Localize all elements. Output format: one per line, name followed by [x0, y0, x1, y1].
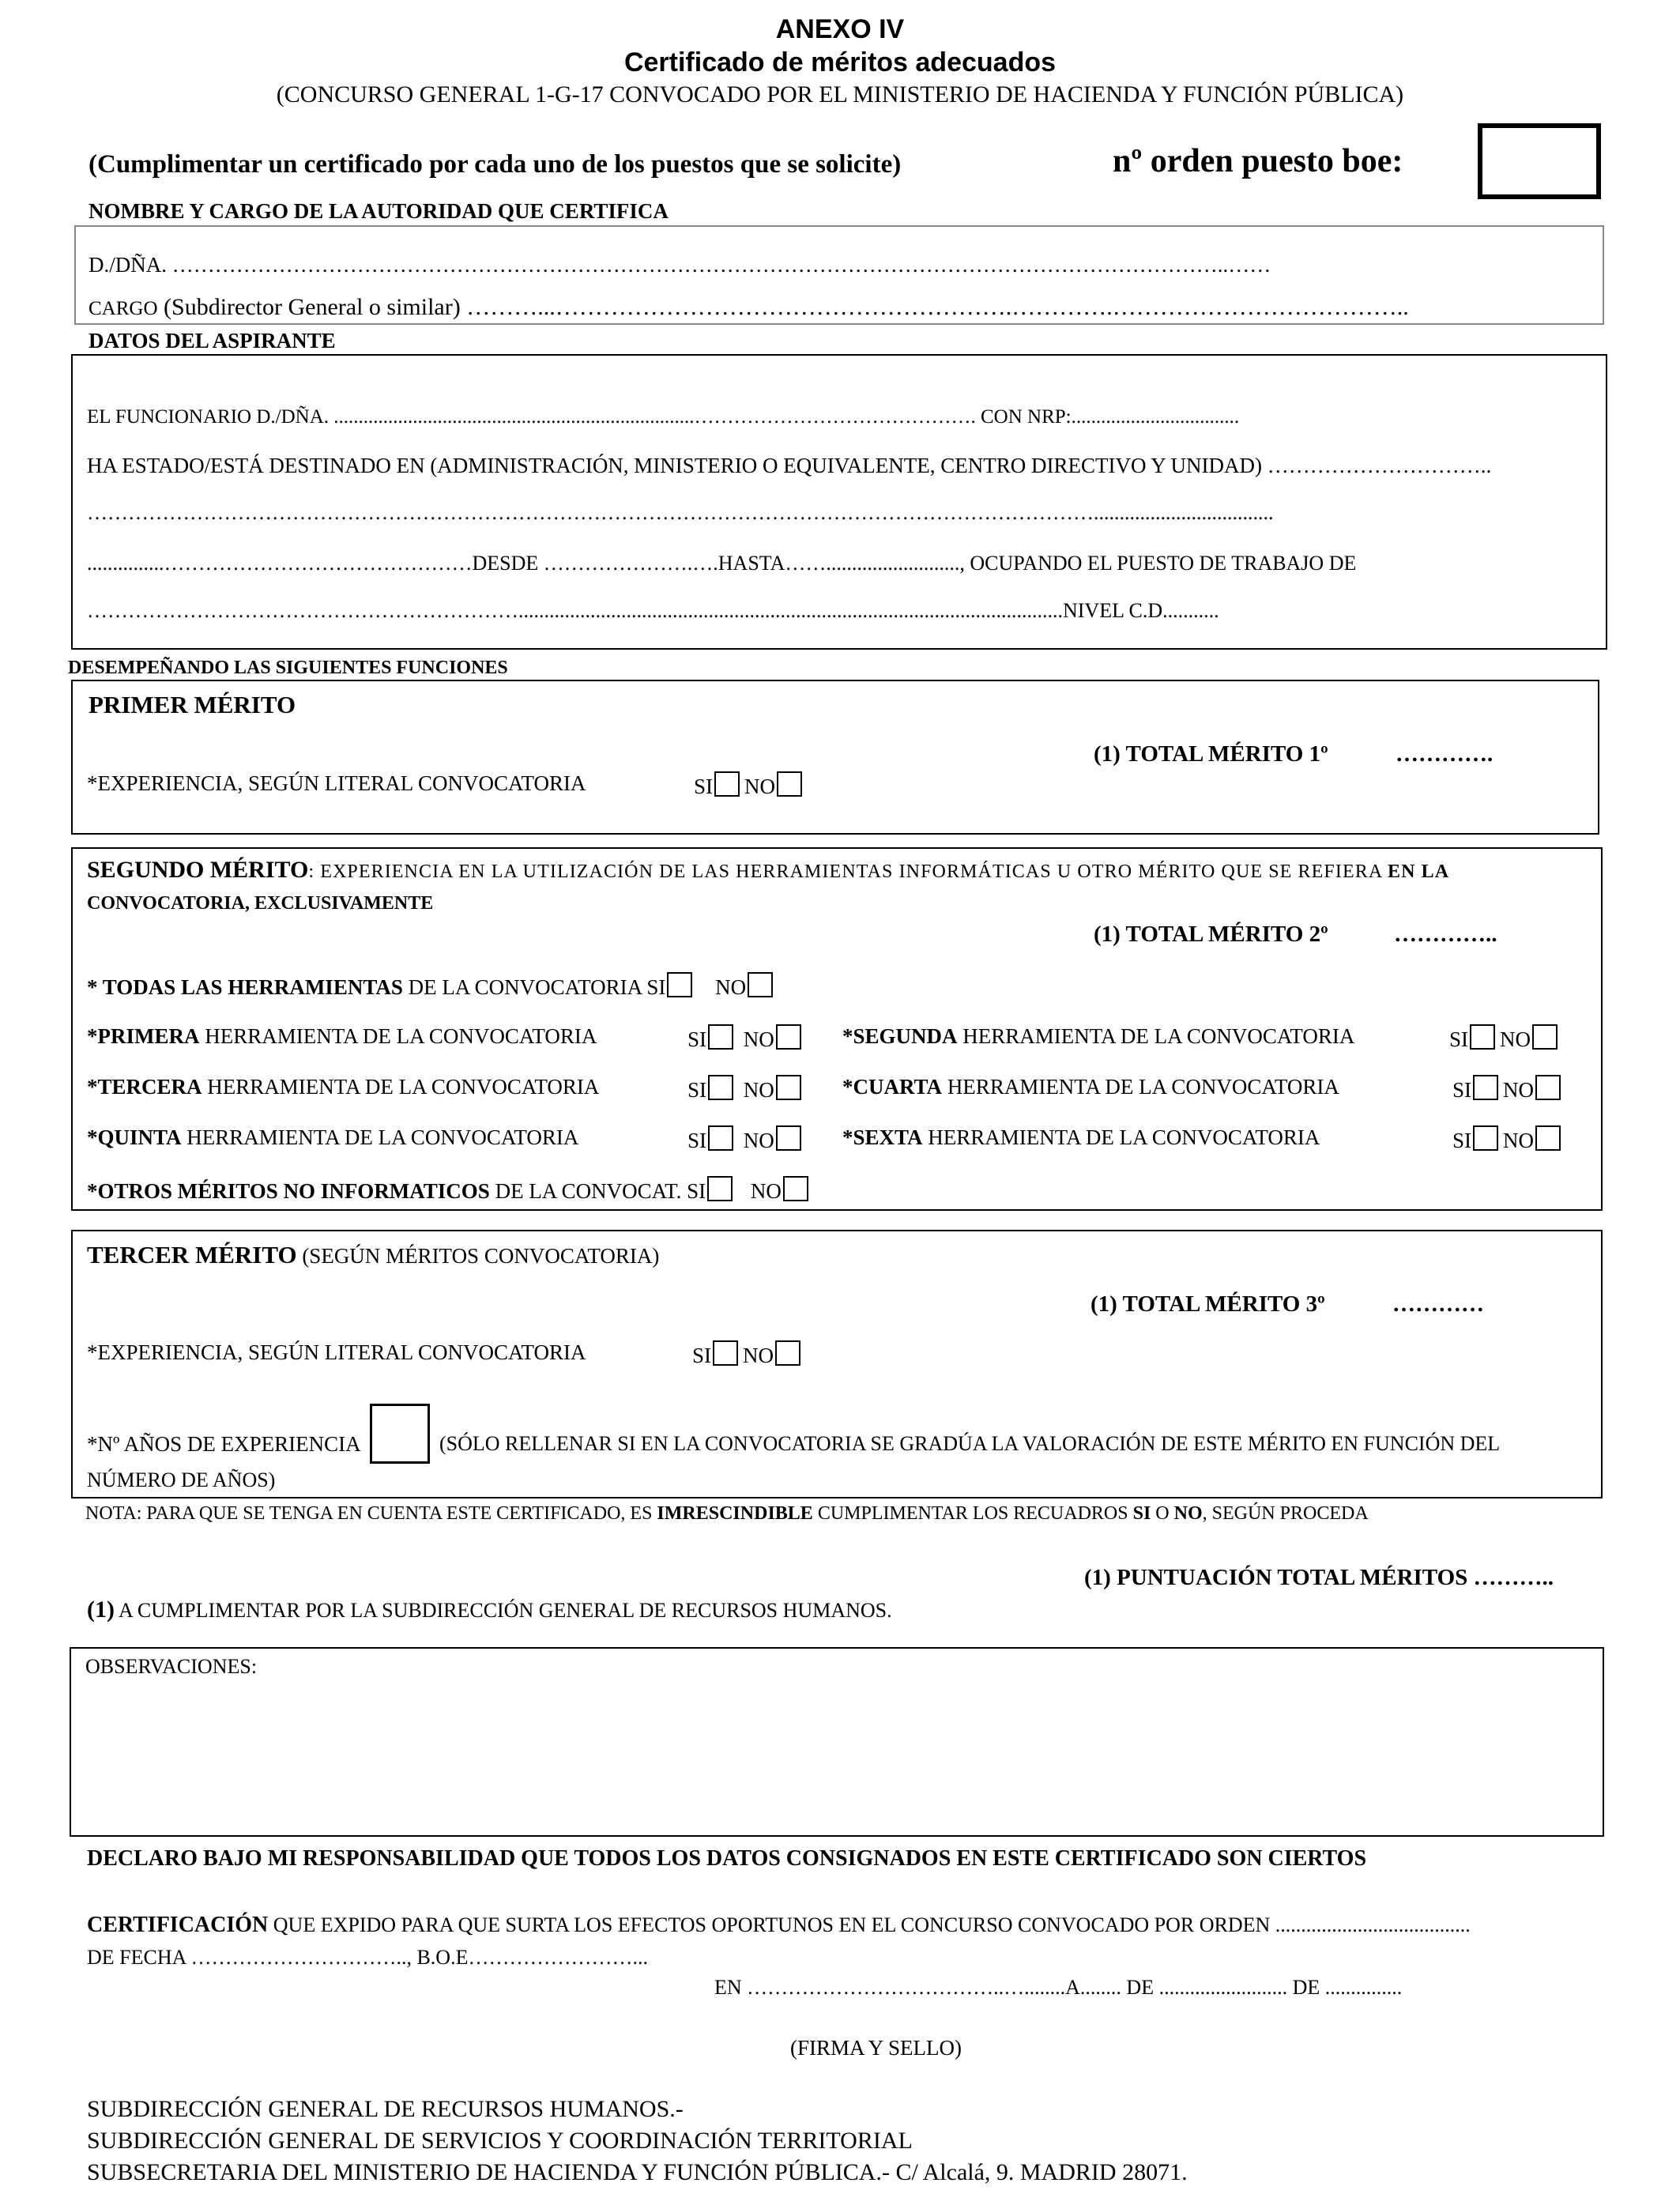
- total-score[interactable]: (1) PUNTUACIÓN TOTAL MÉRITOS ………..: [1084, 1565, 1554, 1590]
- note-d: SI: [1132, 1503, 1151, 1524]
- footnote-number: (1): [87, 1596, 115, 1623]
- tool-3-rest: HERRAMIENTA DE LA CONVOCATORIA: [202, 1075, 600, 1099]
- tool-1-name: *PRIMERA: [87, 1024, 200, 1048]
- document-title: Certificado de méritos adecuados: [623, 47, 1057, 77]
- tool-3-yes-checkbox[interactable]: [708, 1075, 733, 1100]
- certification-bold: CERTIFICACIÓN: [87, 1913, 269, 1937]
- merit3-experience-yesno: [692, 1340, 805, 1368]
- yes-label: SI: [1449, 1027, 1469, 1051]
- merit1-total-label: (1) TOTAL MÉRITO 1º: [1094, 741, 1328, 767]
- yes-label: SI: [1452, 1129, 1472, 1152]
- observations-box[interactable]: [70, 1647, 1604, 1837]
- tool-1-no-checkbox[interactable]: [776, 1024, 801, 1050]
- order-label: nº orden puesto boe:: [1113, 143, 1403, 179]
- note-a: NOTA: PARA QUE SE TENGA EN CUENTA ESTE CERTIFICADO, ES: [85, 1503, 657, 1524]
- cargo-label: CARGO: [89, 298, 158, 319]
- observations-label: OBSERVACIONES:: [85, 1655, 258, 1678]
- applicant-line-level[interactable]: ………………………………………………………..........................................................................................................NIVEL C.D...........: [87, 599, 1219, 622]
- note-g: , SEGÚN PROCEDA: [1202, 1503, 1369, 1524]
- tool-2-label: [842, 1024, 1354, 1049]
- tool-4-no-checkbox[interactable]: [1535, 1075, 1561, 1100]
- document-subtitle: (CONCURSO GENERAL 1-G-17 CONVOCADO POR EL MINISTERIO DE HACIENDA Y FUNCIÓN PÚBLICA): [276, 81, 1404, 107]
- other-merits-no-checkbox[interactable]: [783, 1176, 808, 1201]
- authority-name-line[interactable]: D./DÑA. …………………………………………………………………………………………………………………………………..……: [89, 253, 1271, 277]
- merit2-all-tools-row: [87, 972, 778, 1000]
- merit1-experience-yesno: [694, 771, 807, 799]
- merit1-experience-label: *EXPERIENCIA, SEGÚN LITERAL CONVOCATORIA: [87, 771, 586, 795]
- footer-line-1: SUBDIRECCIÓN GENERAL DE RECURSOS HUMANOS.-: [87, 2096, 684, 2122]
- all-tools-no-checkbox[interactable]: [748, 972, 773, 997]
- no-label: NO: [750, 1179, 782, 1203]
- merit1-experience-no-checkbox[interactable]: [777, 771, 802, 797]
- functions-heading: DESEMPEÑANDO LAS SIGUIENTES FUNCIONES: [68, 658, 508, 678]
- merit2-total-value[interactable]: …………..: [1394, 922, 1497, 947]
- merit2-desc-line2: CONVOCATORIA, EXCLUSIVAMENTE: [87, 893, 434, 914]
- footer-line-2: SUBDIRECCIÓN GENERAL DE SERVICIOS Y COORDINACIÓN TERRITORIAL: [87, 2128, 913, 2154]
- yes-label: SI: [692, 1344, 712, 1367]
- no-label: NO: [743, 1078, 774, 1102]
- tool-2-rest: HERRAMIENTA DE LA CONVOCATORIA: [957, 1024, 1355, 1048]
- no-label: NO: [743, 1027, 774, 1051]
- no-label: NO: [1500, 1027, 1531, 1051]
- tool-1-yesno: [687, 1024, 806, 1052]
- yes-label: SI: [1452, 1078, 1472, 1102]
- tool-5-rest: HERRAMIENTA DE LA CONVOCATORIA: [181, 1125, 579, 1149]
- yes-label: SI: [687, 1078, 707, 1102]
- years-note: (SÓLO RELLENAR SI EN LA CONVOCATORIA SE GRADÚA LA VALORACIÓN DE ESTE MÉRITO EN FUNCIÓN DEL: [439, 1432, 1501, 1455]
- all-tools-label: * TODAS LAS HERRAMIENTAS: [87, 975, 403, 999]
- no-label: NO: [1503, 1129, 1535, 1152]
- tool-2-yesno: [1449, 1024, 1562, 1052]
- no-label: NO: [744, 775, 776, 798]
- note-f: NO: [1173, 1503, 1203, 1524]
- merit3-experience-label: *EXPERIENCIA, SEGÚN LITERAL CONVOCATORIA: [87, 1340, 586, 1364]
- cargo-value: (Subdirector General o similar) ………...………………………………………………….………….………………………………..: [164, 294, 1409, 320]
- tool-3-name: *TERCERA: [87, 1075, 202, 1099]
- tool-2-name: *SEGUNDA: [842, 1024, 958, 1048]
- other-merits-row: [87, 1176, 813, 1204]
- certification-line3[interactable]: EN ………………………………..…........A........ DE ......................... DE ...............: [714, 1976, 1403, 1999]
- tool-4-name: *CUARTA: [842, 1075, 943, 1099]
- tool-2-yes-checkbox[interactable]: [1470, 1024, 1495, 1050]
- tool-6-yesno: [1452, 1125, 1565, 1153]
- tool-6-label: [842, 1125, 1320, 1150]
- merit3-experience-yes-checkbox[interactable]: [713, 1340, 738, 1366]
- signature-label: (FIRMA Y SELLO): [790, 2036, 962, 2060]
- applicant-line-blank[interactable]: …………………………………………………………………………………………………………………………………...................................: [87, 501, 1274, 524]
- tool-5-yesno: [687, 1125, 806, 1153]
- other-merits-rest: DE LA CONVOCAT.: [489, 1179, 682, 1203]
- tool-3-no-checkbox[interactable]: [776, 1075, 801, 1100]
- merit1-total-value[interactable]: ………….: [1396, 741, 1494, 767]
- merit2-title: SEGUNDO MÉRITO: [87, 857, 309, 883]
- applicant-line-name[interactable]: EL FUNCIONARIO D./DÑA. .........................................................................……………………………………. CON NRP:..................................: [87, 406, 1240, 428]
- merit2-heading: [87, 857, 1449, 884]
- note-c: CUMPLIMENTAR LOS RECUADROS: [812, 1503, 1133, 1524]
- note-b: IMRESCINDIBLE: [657, 1503, 813, 1524]
- authority-heading: NOMBRE Y CARGO DE LA AUTORIDAD QUE CERTIFICA: [89, 199, 669, 223]
- tool-3-yesno: [687, 1075, 806, 1103]
- merit1-box: [71, 680, 1599, 835]
- merit3-subtitle: (SEGÚN MÉRITOS CONVOCATORIA): [296, 1244, 660, 1268]
- tool-1-rest: HERRAMIENTA DE LA CONVOCATORIA: [199, 1024, 597, 1048]
- merit2-total-label: (1) TOTAL MÉRITO 2º: [1094, 922, 1328, 947]
- applicant-heading: DATOS DEL ASPIRANTE: [89, 329, 336, 352]
- merit1-experience-yes-checkbox[interactable]: [714, 771, 740, 797]
- tool-4-label: [842, 1075, 1339, 1099]
- no-label: NO: [1503, 1078, 1535, 1102]
- tool-6-yes-checkbox[interactable]: [1473, 1125, 1498, 1151]
- tool-4-yesno: [1452, 1075, 1565, 1103]
- merit3-total-label: (1) TOTAL MÉRITO 3º: [1090, 1291, 1325, 1317]
- merit1-title: PRIMER MÉRITO: [89, 691, 296, 718]
- tool-6-rest: HERRAMIENTA DE LA CONVOCATORIA: [922, 1125, 1320, 1149]
- merit3-title: TERCER MÉRITO: [87, 1241, 297, 1269]
- yes-label: SI: [687, 1179, 706, 1203]
- yes-label: SI: [687, 1027, 707, 1051]
- certification-line1[interactable]: [87, 1913, 1471, 1938]
- note: [85, 1503, 1369, 1525]
- tool-5-label: [87, 1125, 578, 1150]
- tool-6-name: *SEXTA: [842, 1125, 923, 1149]
- years-label: *Nº AÑOS DE EXPERIENCIA: [87, 1432, 361, 1456]
- authority-cargo-line[interactable]: [89, 294, 1409, 321]
- tool-2-no-checkbox[interactable]: [1532, 1024, 1558, 1050]
- yes-label: SI: [694, 775, 714, 798]
- tool-6-no-checkbox[interactable]: [1535, 1125, 1561, 1151]
- merit3-total-value[interactable]: …………: [1392, 1291, 1484, 1317]
- years-note-2: NÚMERO DE AÑOS): [87, 1468, 276, 1491]
- tool-4-rest: HERRAMIENTA DE LA CONVOCATORIA: [942, 1075, 1339, 1099]
- tool-5-name: *QUINTA: [87, 1125, 182, 1149]
- note-e: O: [1151, 1503, 1174, 1524]
- yes-label: SI: [646, 975, 666, 999]
- tool-1-yes-checkbox[interactable]: [708, 1024, 733, 1050]
- declaration: DECLARO BAJO MI RESPONSABILIDAD QUE TODOS LOS DATOS CONSIGNADOS EN ESTE CERTIFICADO SON CIERTOS: [87, 1846, 1367, 1871]
- merit3-heading: [87, 1241, 659, 1269]
- tool-3-label: [87, 1075, 599, 1099]
- merit2-desc: : EXPERIENCIA EN LA UTILIZACIÓN DE LAS HERRAMIENTAS INFORMÁTICAS U OTRO MÉRITO QUE SE REFIERA: [308, 861, 1388, 882]
- no-label: NO: [715, 975, 747, 999]
- instructions: (Cumplimentar un certificado por cada uno de los puestos que se solicite): [89, 150, 902, 179]
- other-merits-yes-checkbox[interactable]: [707, 1176, 733, 1201]
- tool-1-label: [87, 1024, 597, 1049]
- no-label: NO: [743, 1129, 774, 1152]
- order-number-box[interactable]: [1478, 123, 1601, 199]
- tool-5-no-checkbox[interactable]: [776, 1125, 801, 1151]
- annex-heading: ANEXO IV: [775, 14, 905, 44]
- merit2-desc-bold: EN LA: [1388, 861, 1450, 882]
- other-merits-label: *OTROS MÉRITOS NO INFORMATICOS: [87, 1179, 490, 1203]
- applicant-line-destination[interactable]: HA ESTADO/ESTÁ DESTINADO EN (ADMINISTRACIÓN, MINISTERIO O EQUIVALENTE, CENTRO DIRECTIVO Y UNIDAD) …………………………..: [87, 454, 1492, 477]
- years-input-box[interactable]: [370, 1404, 430, 1464]
- tool-4-yes-checkbox[interactable]: [1473, 1075, 1498, 1100]
- merit3-experience-no-checkbox[interactable]: [775, 1340, 800, 1366]
- no-label: NO: [743, 1344, 774, 1367]
- merit1-experience-row: [87, 771, 586, 796]
- all-tools-yes-checkbox[interactable]: [667, 972, 692, 997]
- footer-line-3: SUBSECRETARIA DEL MINISTERIO DE HACIENDA Y FUNCIÓN PÚBLICA.- C/ Alcalá, 9. MADRID 28071.: [87, 2159, 1188, 2185]
- tool-5-yes-checkbox[interactable]: [708, 1125, 733, 1151]
- all-tools-rest: DE LA CONVOCATORIA: [402, 975, 642, 999]
- certification-line2[interactable]: DE FECHA ………………………….., B.O.E……………………...: [87, 1946, 648, 1969]
- footnote: [87, 1596, 892, 1623]
- footnote-text: A CUMPLIMENTAR POR LA SUBDIRECCIÓN GENERAL DE RECURSOS HUMANOS.: [114, 1599, 892, 1622]
- applicant-line-dates[interactable]: ...............………………………………………DESDE ………………….….HASTA…….........................., OCUPANDO EL PUESTO DE TRABAJO DE: [87, 552, 1357, 575]
- yes-label: SI: [687, 1129, 707, 1152]
- certification-text: QUE EXPIDO PARA QUE SURTA LOS EFECTOS OPORTUNOS EN EL CONCURSO CONVOCADO POR ORDEN ......................................: [268, 1913, 1471, 1936]
